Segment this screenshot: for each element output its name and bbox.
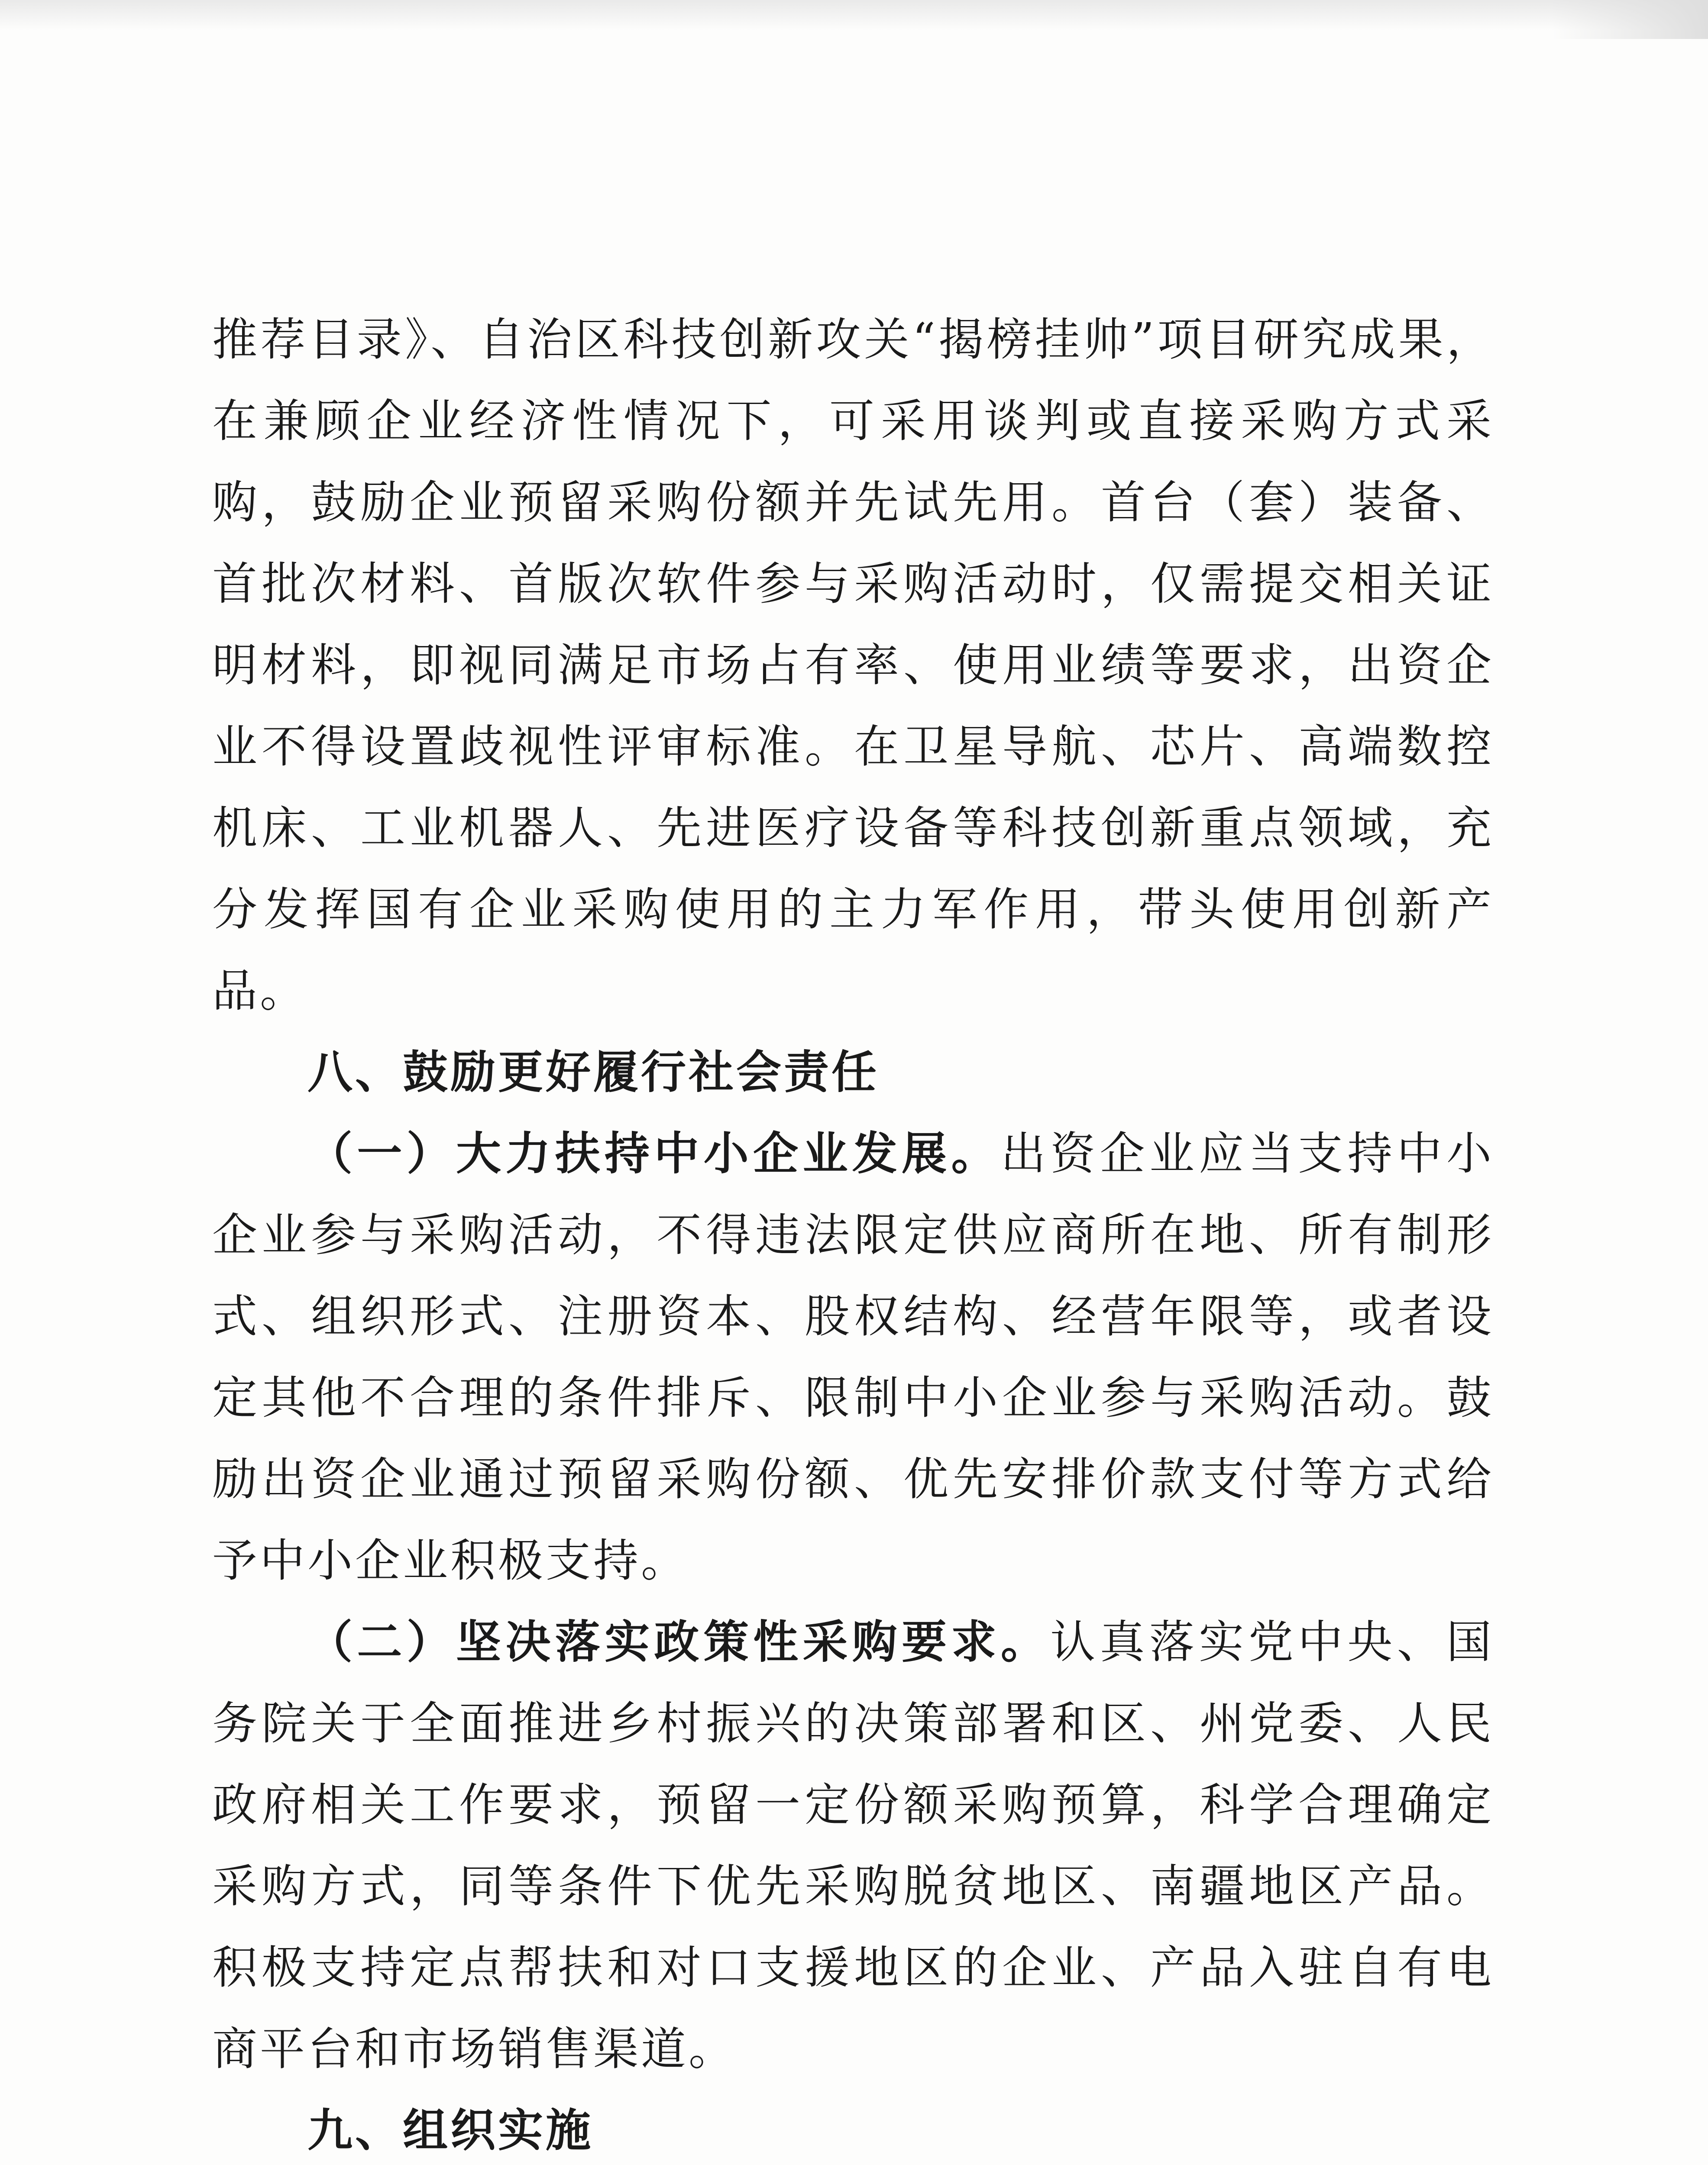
- section-8-item-2-lead: （二）坚决落实政策性采购要求。: [307, 1616, 1051, 1668]
- continuation-paragraph: 推荐目录》、自治区科技创新攻关“揭榜挂帅”项目研究成果，在兼顾企业经济性情况下，可采用谈判或直接采购方式采购，鼓励企业预留采购份额并先试先用。首台（套）装备、首批次材料、首版次软件参与采购活动时，仅需提交相关证明材料，即视同满足市场占有率、使用业绩等要求，出资企业不得设置歧视性评审标准。在卫星导航、芯片、高端数控机床、工业机器人、先进医疗设备等科技创新重点领域，充分发挥国有企业采购使用的主力军作用，带头使用创新产品。: [212, 313, 1494, 1017]
- section-8-item-2-text: 认真落实党中央、国务院关于全面推进乡村振兴的决策部署和区、州党委、人民政府相关工作要求，预留一定份额采购预算，科学合理确定采购方式，同等条件下优先采购脱贫地区、南疆地区产品。积极支持定点帮扶和对口支援地区的企业、产品入驻自有电商平台和市场销售渠道。: [212, 1616, 1494, 2075]
- scan-shadow-corner: [1552, 0, 1708, 39]
- section-8-item-1-lead: （一）大力扶持中小企业发展。: [307, 1127, 1001, 1180]
- document-body: [212, 299, 1494, 2165]
- scan-shadow-top: [0, 0, 1708, 30]
- section-9-heading: 九、组织实施: [307, 2104, 594, 2157]
- section-8-heading: 八、鼓励更好履行社会责任: [307, 1046, 880, 1099]
- section-8-item-1-text: 出资企业应当支持中小企业参与采购活动，不得违法限定供应商所在地、所有制形式、组织形式、注册资本、股权结构、经营年限等，或者设定其他不合理的条件排斥、限制中小企业参与采购活动。鼓励出资企业通过预留采购份额、优先安排价款支付等方式给予中小企业积极支持。: [212, 1127, 1494, 1587]
- section-8-item-1: [212, 1113, 1494, 1601]
- section-8-item-2: [212, 1601, 1494, 2090]
